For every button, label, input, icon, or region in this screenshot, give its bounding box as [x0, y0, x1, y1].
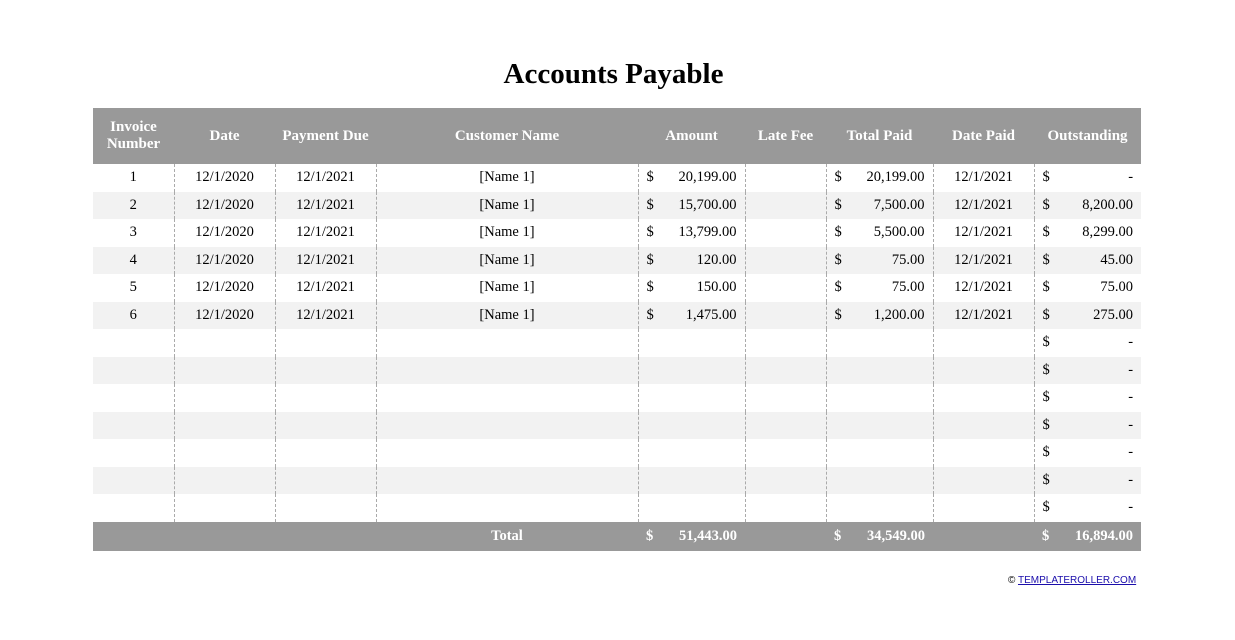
- cell-amount: [660, 439, 745, 467]
- cell-amount: 20,199.00: [660, 164, 745, 192]
- cell-amount-currency: [638, 412, 660, 440]
- cell-invoice-number: [93, 384, 174, 412]
- cell-date-paid: 12/1/2021: [933, 164, 1034, 192]
- col-header-payment-due: Payment Due: [275, 108, 376, 164]
- cell-date: [174, 439, 275, 467]
- cell-date: 12/1/2020: [174, 274, 275, 302]
- cell-invoice-number: 3: [93, 219, 174, 247]
- table-body: [93, 164, 1141, 522]
- cell-invoice-number: [93, 412, 174, 440]
- cell-outstanding: -: [1128, 169, 1134, 186]
- cell-total-paid-currency: $: [834, 196, 842, 213]
- cell-customer-name: [376, 357, 638, 385]
- cell-total-paid: 75.00: [848, 274, 933, 302]
- cell-payment-due: 12/1/2021: [275, 192, 376, 220]
- cell-payment-due: 12/1/2021: [275, 219, 376, 247]
- table-row: [93, 302, 1141, 330]
- cell-invoice-number: [93, 494, 174, 522]
- cell-outstanding-currency: $: [1042, 444, 1050, 461]
- totals-outstanding: 16,894.00: [1056, 522, 1141, 551]
- cell-total-paid: [848, 357, 933, 385]
- cell-date-paid: [933, 439, 1034, 467]
- cell-date: [174, 384, 275, 412]
- cell-total-paid: [848, 412, 933, 440]
- cell-date-paid: 12/1/2021: [933, 302, 1034, 330]
- col-header-invoice-line2: Number: [106, 136, 161, 152]
- cell-payment-due: [275, 494, 376, 522]
- cell-date: [174, 494, 275, 522]
- table-row: [93, 247, 1141, 275]
- cell-total-paid: 7,500.00: [848, 192, 933, 220]
- header-row: [93, 108, 1141, 164]
- cell-amount: 1,475.00: [660, 302, 745, 330]
- cell-invoice-number: [93, 467, 174, 495]
- cell-customer-name: [Name 1]: [376, 164, 638, 192]
- cell-outstanding: 275.00: [1093, 306, 1134, 323]
- cell-payment-due: [275, 412, 376, 440]
- cell-payment-due: [275, 439, 376, 467]
- cell-amount-currency: $: [646, 169, 654, 186]
- cell-date-paid: 12/1/2021: [933, 274, 1034, 302]
- cell-outstanding-currency: $: [1042, 416, 1050, 433]
- table-row: [93, 357, 1141, 385]
- cell-payment-due: [275, 329, 376, 357]
- cell-late-fee: [745, 219, 826, 247]
- cell-total-paid-currency: $: [834, 169, 842, 186]
- cell-payment-due: [275, 357, 376, 385]
- cell-late-fee: [745, 384, 826, 412]
- cell-outstanding: 75.00: [1100, 279, 1134, 296]
- cell-outstanding: -: [1128, 444, 1134, 461]
- col-header-amount: Amount: [638, 108, 745, 164]
- cell-total-paid: [848, 467, 933, 495]
- cell-invoice-number: [93, 357, 174, 385]
- table-row: [93, 412, 1141, 440]
- cell-late-fee: [745, 412, 826, 440]
- cell-date: [174, 329, 275, 357]
- cell-amount: [660, 357, 745, 385]
- col-header-invoice-number: [93, 108, 174, 164]
- cell-customer-name: [376, 384, 638, 412]
- cell-invoice-number: [93, 329, 174, 357]
- cell-customer-name: [376, 412, 638, 440]
- cell-invoice-number: 1: [93, 164, 174, 192]
- cell-amount: 15,700.00: [660, 192, 745, 220]
- cell-total-paid: 75.00: [848, 247, 933, 275]
- cell-outstanding-currency: $: [1042, 471, 1050, 488]
- table-row: [93, 384, 1141, 412]
- cell-customer-name: [Name 1]: [376, 247, 638, 275]
- copyright-symbol: ©: [1008, 575, 1016, 586]
- page-title: Accounts Payable: [503, 58, 724, 90]
- cell-outstanding: -: [1128, 334, 1134, 351]
- cell-customer-name: [Name 1]: [376, 219, 638, 247]
- cell-total-paid-currency: [826, 439, 848, 467]
- col-header-date-paid: Date Paid: [933, 108, 1034, 164]
- cell-total-paid-currency: [826, 412, 848, 440]
- cell-outstanding: 45.00: [1100, 251, 1134, 268]
- table-row: [93, 192, 1141, 220]
- cell-invoice-number: [93, 439, 174, 467]
- cell-amount: 13,799.00: [660, 219, 745, 247]
- cell-late-fee: [745, 329, 826, 357]
- cell-date: 12/1/2020: [174, 302, 275, 330]
- cell-outstanding: -: [1128, 416, 1134, 433]
- cell-date: 12/1/2020: [174, 192, 275, 220]
- cell-outstanding: -: [1128, 499, 1134, 516]
- totals-label: Total: [376, 522, 638, 551]
- table-row: [93, 219, 1141, 247]
- cell-late-fee: [745, 164, 826, 192]
- cell-outstanding-currency: $: [1042, 251, 1050, 268]
- cell-amount-currency: [638, 439, 660, 467]
- cell-date-paid: [933, 329, 1034, 357]
- cell-date: [174, 357, 275, 385]
- cell-date: [174, 412, 275, 440]
- cell-date-paid: [933, 494, 1034, 522]
- cell-amount-currency: $: [646, 279, 654, 296]
- footer-credit: [1008, 575, 1136, 586]
- cell-date-paid: 12/1/2021: [933, 219, 1034, 247]
- cell-amount-currency: $: [646, 196, 654, 213]
- cell-date: [174, 467, 275, 495]
- cell-date-paid: [933, 384, 1034, 412]
- cell-total-paid-currency: $: [834, 306, 842, 323]
- cell-amount: 150.00: [660, 274, 745, 302]
- cell-total-paid: [848, 329, 933, 357]
- cell-payment-due: 12/1/2021: [275, 247, 376, 275]
- cell-total-paid-currency: [826, 494, 848, 522]
- cell-payment-due: 12/1/2021: [275, 274, 376, 302]
- cell-date: 12/1/2020: [174, 247, 275, 275]
- table-row: [93, 439, 1141, 467]
- cell-outstanding-currency: $: [1042, 196, 1050, 213]
- cell-payment-due: [275, 384, 376, 412]
- cell-late-fee: [745, 247, 826, 275]
- cell-total-paid-currency: [826, 467, 848, 495]
- cell-outstanding-currency: $: [1042, 389, 1050, 406]
- cell-total-paid-currency: [826, 329, 848, 357]
- totals-paid-currency: $: [826, 522, 848, 551]
- table-row: [93, 329, 1141, 357]
- cell-total-paid-currency: $: [834, 279, 842, 296]
- cell-total-paid-currency: [826, 384, 848, 412]
- cell-total-paid-currency: [826, 357, 848, 385]
- cell-customer-name: [Name 1]: [376, 192, 638, 220]
- cell-amount-currency: [638, 384, 660, 412]
- table-row: [93, 467, 1141, 495]
- cell-late-fee: [745, 439, 826, 467]
- cell-date: 12/1/2020: [174, 219, 275, 247]
- col-header-invoice-line1: Invoice: [110, 119, 157, 135]
- cell-amount-currency: [638, 494, 660, 522]
- cell-payment-due: 12/1/2021: [275, 164, 376, 192]
- cell-amount: [660, 384, 745, 412]
- cell-amount-currency: $: [646, 224, 654, 241]
- col-header-late-fee: Late Fee: [745, 108, 826, 164]
- cell-invoice-number: 2: [93, 192, 174, 220]
- cell-amount: [660, 412, 745, 440]
- cell-outstanding-currency: $: [1042, 224, 1050, 241]
- cell-date-paid: [933, 357, 1034, 385]
- totals-amount-currency: $: [638, 522, 660, 551]
- cell-amount: [660, 494, 745, 522]
- col-header-total-paid: Total Paid: [826, 108, 933, 164]
- cell-invoice-number: 5: [93, 274, 174, 302]
- cell-amount: 120.00: [660, 247, 745, 275]
- cell-total-paid: [848, 439, 933, 467]
- cell-late-fee: [745, 274, 826, 302]
- cell-late-fee: [745, 467, 826, 495]
- accounts-payable-table: [93, 108, 1141, 551]
- cell-outstanding-currency: $: [1042, 361, 1050, 378]
- cell-customer-name: [376, 329, 638, 357]
- totals-paid: 34,549.00: [848, 522, 933, 551]
- col-header-outstanding: Outstanding: [1034, 108, 1141, 164]
- cell-amount: [660, 467, 745, 495]
- table-row: [93, 164, 1141, 192]
- cell-customer-name: [376, 467, 638, 495]
- cell-amount: [660, 329, 745, 357]
- cell-payment-due: 12/1/2021: [275, 302, 376, 330]
- table-row: [93, 494, 1141, 522]
- cell-outstanding-currency: $: [1042, 279, 1050, 296]
- cell-date-paid: 12/1/2021: [933, 192, 1034, 220]
- cell-customer-name: [Name 1]: [376, 274, 638, 302]
- cell-amount-currency: $: [646, 251, 654, 268]
- cell-invoice-number: 4: [93, 247, 174, 275]
- table-row: [93, 274, 1141, 302]
- cell-late-fee: [745, 192, 826, 220]
- cell-outstanding-currency: $: [1042, 499, 1050, 516]
- templateroller-link[interactable]: TEMPLATEROLLER.COM: [1017, 575, 1137, 586]
- cell-amount-currency: [638, 467, 660, 495]
- cell-date-paid: 12/1/2021: [933, 247, 1034, 275]
- col-header-date: Date: [174, 108, 275, 164]
- cell-outstanding: 8,200.00: [1082, 196, 1134, 213]
- cell-customer-name: [Name 1]: [376, 302, 638, 330]
- cell-amount-currency: [638, 329, 660, 357]
- cell-outstanding-currency: $: [1042, 169, 1050, 186]
- cell-total-paid: 5,500.00: [848, 219, 933, 247]
- cell-total-paid: 20,199.00: [848, 164, 933, 192]
- cell-total-paid: 1,200.00: [848, 302, 933, 330]
- cell-outstanding: -: [1128, 389, 1134, 406]
- totals-amount: 51,443.00: [660, 522, 745, 551]
- cell-date-paid: [933, 412, 1034, 440]
- cell-customer-name: [376, 439, 638, 467]
- cell-date-paid: [933, 467, 1034, 495]
- totals-outstanding-currency: $: [1034, 522, 1056, 551]
- cell-outstanding: -: [1128, 471, 1134, 488]
- totals-row: [93, 522, 1141, 551]
- cell-outstanding-currency: $: [1042, 306, 1050, 323]
- cell-invoice-number: 6: [93, 302, 174, 330]
- cell-total-paid: [848, 494, 933, 522]
- cell-amount-currency: [638, 357, 660, 385]
- cell-late-fee: [745, 357, 826, 385]
- col-header-customer-name: Customer Name: [376, 108, 638, 164]
- cell-total-paid-currency: $: [834, 224, 842, 241]
- cell-outstanding: -: [1128, 361, 1134, 378]
- cell-late-fee: [745, 494, 826, 522]
- cell-total-paid: [848, 384, 933, 412]
- cell-outstanding-currency: $: [1042, 334, 1050, 351]
- cell-date: 12/1/2020: [174, 164, 275, 192]
- cell-outstanding: 8,299.00: [1082, 224, 1134, 241]
- cell-payment-due: [275, 467, 376, 495]
- cell-customer-name: [376, 494, 638, 522]
- cell-total-paid-currency: $: [834, 251, 842, 268]
- cell-amount-currency: $: [646, 306, 654, 323]
- cell-late-fee: [745, 302, 826, 330]
